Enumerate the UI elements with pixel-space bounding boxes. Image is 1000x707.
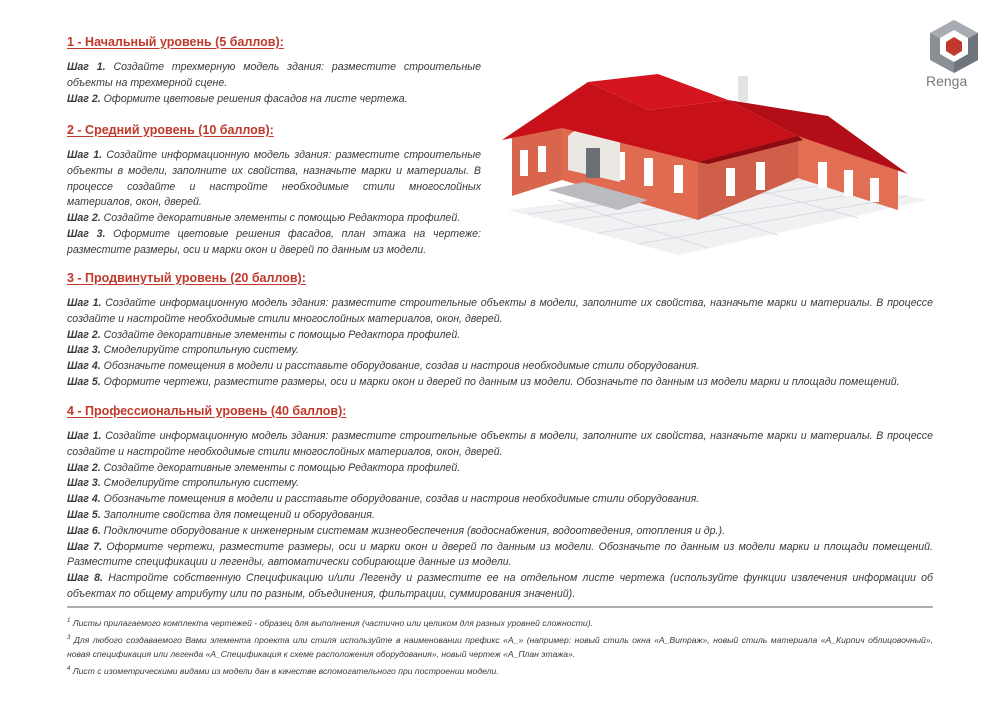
- step-text: Создайте декоративные элементы с помощью Редактора профилей.: [100, 212, 461, 225]
- section-4-steps: [67, 429, 933, 603]
- step-text: Оформите чертежи, разместите размеры, оси и марки окон и дверей по данным из модели. Обозначьте по данным из модели марки и площади помещений.: [100, 375, 900, 388]
- step-label: Шаг 2.: [67, 328, 101, 341]
- section-1-heading: 1 - Начальный уровень (5 баллов):: [67, 35, 284, 49]
- section-4-heading: 4 - Профессиональный уровень (40 баллов):: [67, 404, 347, 418]
- step-text: Создайте информационную модель здания: разместите строительные объекты в модели, заполните их свойства, назначьте марки и материалы. В процессе создайте и настройте необходимые стили многослойных материалов, окон, дверей.: [67, 430, 933, 458]
- footnote-mark: 4: [67, 665, 71, 672]
- step-item: [67, 429, 933, 461]
- step-item: [67, 375, 933, 391]
- step-text: Смоделируйте стропильную систему.: [100, 477, 299, 490]
- step-item: [67, 343, 933, 359]
- step-label: Шаг 1.: [67, 149, 103, 161]
- step-label: Шаг 6.: [67, 524, 101, 537]
- step-item: [67, 540, 933, 572]
- step-text: Оформите цветовые решения фасадов, план этажа на чертеже: разместите размеры, оси и марки окон и дверей по данным из модели.: [67, 227, 482, 256]
- step-label: Шаг 4.: [67, 493, 101, 506]
- step-item: [67, 359, 933, 375]
- step-text: Создайте декоративные элементы с помощью Редактора профилей.: [100, 328, 461, 341]
- step-item: [67, 227, 481, 259]
- step-label: Шаг 2.: [67, 461, 101, 474]
- footnotes: [67, 614, 933, 678]
- step-item: [67, 296, 933, 328]
- footnote-text: Для любого создаваемого Вами элемента проекта или стиля используйте в наименовании префикс «А_» (например: новый стиль окна «А_Витраж», новый стиль материала «А_Кирпич облицовочный», новая спецификация или легенда «А_Спецификация к схеме расположения оборудования», новый чертеж «А_План этажа».: [67, 634, 933, 659]
- step-text: Заполните свойства для помещений и оборудования.: [100, 508, 375, 521]
- step-text: Подключите оборудование к инженерным системам жизнеобеспечения (водоснабжения, водоотведения, отопления и др.).: [100, 524, 725, 537]
- section-3-steps: [67, 296, 933, 391]
- step-item: [67, 476, 933, 492]
- step-text: Создайте информационную модель здания: разместите строительные объекты в модели, заполните их свойства, назначьте марки и материалы. В процессе создайте и настройте необходимые стили многослойных материалов, окон, дверей.: [67, 149, 482, 209]
- step-item: [67, 571, 933, 603]
- step-label: Шаг 1.: [67, 430, 102, 442]
- step-item: [67, 328, 933, 344]
- step-text: Обозначьте помещения в модели и расставьте оборудование, создав и настроив необходимые стили оборудования.: [100, 360, 700, 373]
- footnote-mark: 1: [67, 618, 71, 624]
- step-text: Настройте собственную Спецификацию и/или Легенду и разместите ее на отдельном листе чертежа (используйте функции извлечения информации об объектах по общему атрибуту или по разным, объединения, фильтрации, суммирования значений).: [67, 572, 933, 600]
- step-label: Шаг 1.: [67, 61, 106, 73]
- step-label: Шаг 8.: [67, 572, 103, 585]
- footnote: [67, 662, 933, 679]
- step-text: Смоделируйте стропильную систему.: [100, 344, 299, 357]
- building-3d-model-image: [498, 70, 932, 260]
- step-label: Шаг 2.: [67, 92, 101, 105]
- footnote: [67, 631, 933, 662]
- step-label: Шаг 1.: [67, 297, 102, 309]
- step-item: [67, 492, 933, 508]
- footnote-mark: 3: [67, 634, 71, 641]
- step-label: Шаг 5.: [67, 375, 101, 388]
- footnote-text: Лист с изометрическими видами из модели дан в качестве вспомогательного при построении модели.: [70, 665, 499, 676]
- step-label: Шаг 5.: [67, 508, 101, 521]
- step-item: [67, 461, 933, 477]
- step-text: Оформите цветовые решения фасадов на листе чертежа.: [100, 92, 408, 105]
- section-2-heading: 2 - Средний уровень (10 баллов):: [67, 123, 274, 137]
- step-item: [67, 92, 481, 108]
- footnote-divider: [67, 606, 933, 608]
- step-label: Шаг 4.: [67, 360, 101, 373]
- step-item: [67, 148, 481, 211]
- step-text: Создайте декоративные элементы с помощью Редактора профилей.: [100, 461, 461, 474]
- step-text: Оформите чертежи, разместите размеры, оси и марки окон и дверей по данным из модели. Обозначьте по данным из модели марки и площади помещений. Разместите спецификации и легенды, автоматически собирающие данные из модели.: [67, 540, 933, 569]
- section-3-heading: 3 - Продвинутый уровень (20 баллов):: [67, 271, 306, 285]
- footnote-text: Листы прилагаемого комплекта чертежей - образец для выполнения (частично или целиком для разных уровней сложности).: [70, 618, 593, 628]
- step-label: Шаг 3.: [67, 477, 101, 490]
- section-2-steps: [67, 148, 481, 259]
- step-label: Шаг 3.: [67, 344, 101, 357]
- step-item: [67, 508, 933, 524]
- step-text: Создайте трехмерную модель здания: разместите строительные объекты на трехмерной сцене.: [67, 61, 481, 89]
- section-1-steps: [67, 60, 481, 107]
- step-item: [67, 60, 481, 92]
- step-label: Шаг 2.: [67, 212, 101, 225]
- step-item: [67, 524, 933, 540]
- footnote: [67, 614, 933, 631]
- step-item: [67, 211, 481, 227]
- step-text: Создайте информационную модель здания: разместите строительные объекты в модели, заполните их свойства, назначьте марки и материалы. В процессе создайте и настройте необходимые стили многослойных материалов, окон, дверей.: [67, 297, 933, 325]
- step-label: Шаг 3.: [67, 227, 106, 240]
- step-label: Шаг 7.: [67, 540, 103, 553]
- logo-text: Renga: [926, 73, 968, 89]
- step-text: Обозначьте помещения в модели и расставьте оборудование, создав и настроив необходимые стили оборудования.: [100, 493, 700, 506]
